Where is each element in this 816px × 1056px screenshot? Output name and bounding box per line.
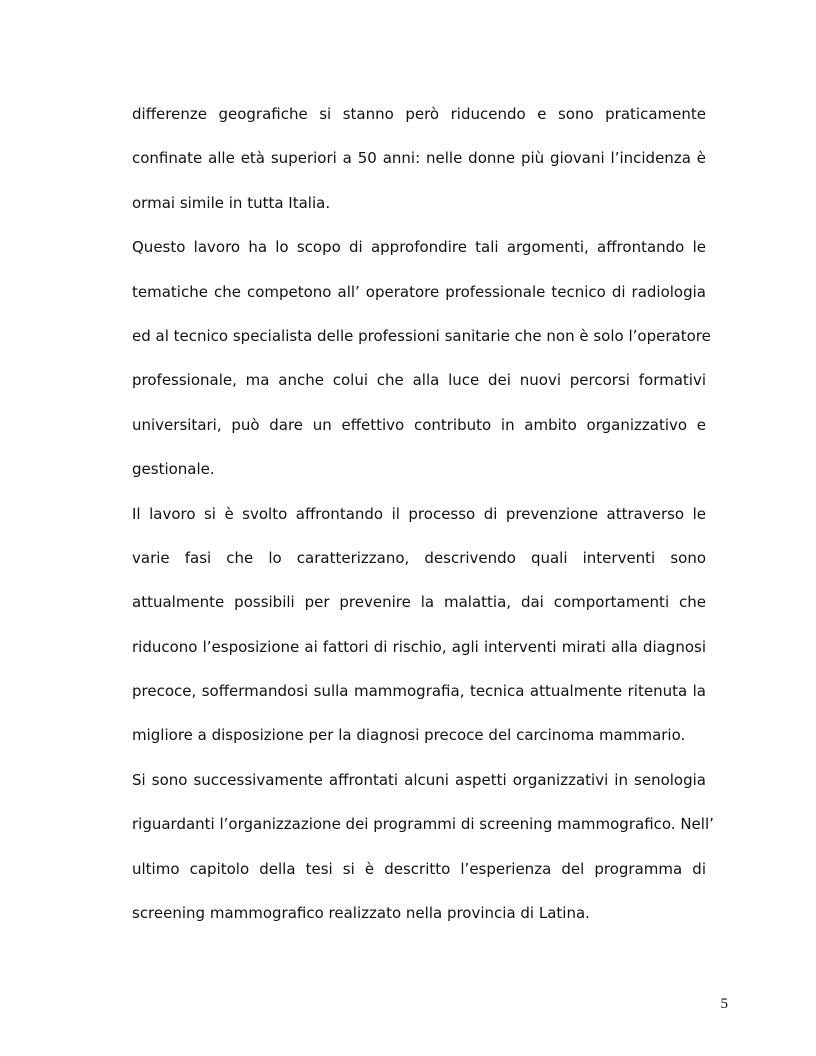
text-line: precoce, soffermandosi sulla mammografia, tecnica attualmente ritenuta la	[132, 682, 706, 701]
page-number: 5	[720, 996, 728, 1012]
text-line: confinate alle età superiori a 50 anni: nelle donne più giovani l’incidenza è	[132, 149, 706, 168]
text-line: Il lavoro si è svolto affrontando il processo di prevenzione attraverso le	[132, 504, 706, 523]
text-line: riguardanti l’organizzazione dei programmi di screening mammografico. Nell’	[132, 815, 714, 834]
text-line: differenze geografiche si stanno però riducendo e sono praticamente	[132, 105, 706, 123]
body-text	[132, 98, 714, 941]
text-line: gestionale.	[132, 460, 215, 479]
text-line: screening mammografico realizzato nella provincia di Latina.	[132, 904, 590, 923]
text-line: ed al tecnico specialista delle professioni sanitarie che non è solo l’operatore	[132, 326, 711, 345]
text-line: Si sono successivamente affrontati alcuni aspetti organizzativi in senologia	[132, 770, 706, 789]
text-line: varie fasi che lo caratterizzano, descrivendo quali interventi sono	[132, 548, 706, 567]
text-line: migliore a disposizione per la diagnosi precoce del carcinoma mammario.	[132, 726, 686, 745]
text-line: professionale, ma anche colui che alla luce dei nuovi percorsi formativi	[132, 371, 706, 390]
text-line: ormai simile in tutta Italia.	[132, 193, 331, 212]
text-line: attualmente possibili per prevenire la malattia, dai comportamenti che	[132, 593, 706, 612]
text-line: Questo lavoro ha lo scopo di approfondire tali argomenti, affrontando le	[132, 238, 706, 257]
text-line: tematiche che competono all’ operatore professionale tecnico di radiologia	[132, 282, 706, 301]
text-line: riducono l’esposizione ai fattori di rischio, agli interventi mirati alla diagnosi	[132, 637, 706, 656]
text-line: ultimo capitolo della tesi si è descritto l’esperienza del programma di	[132, 859, 706, 878]
text-line: universitari, può dare un effettivo contributo in ambito organizzativo e	[132, 415, 706, 434]
